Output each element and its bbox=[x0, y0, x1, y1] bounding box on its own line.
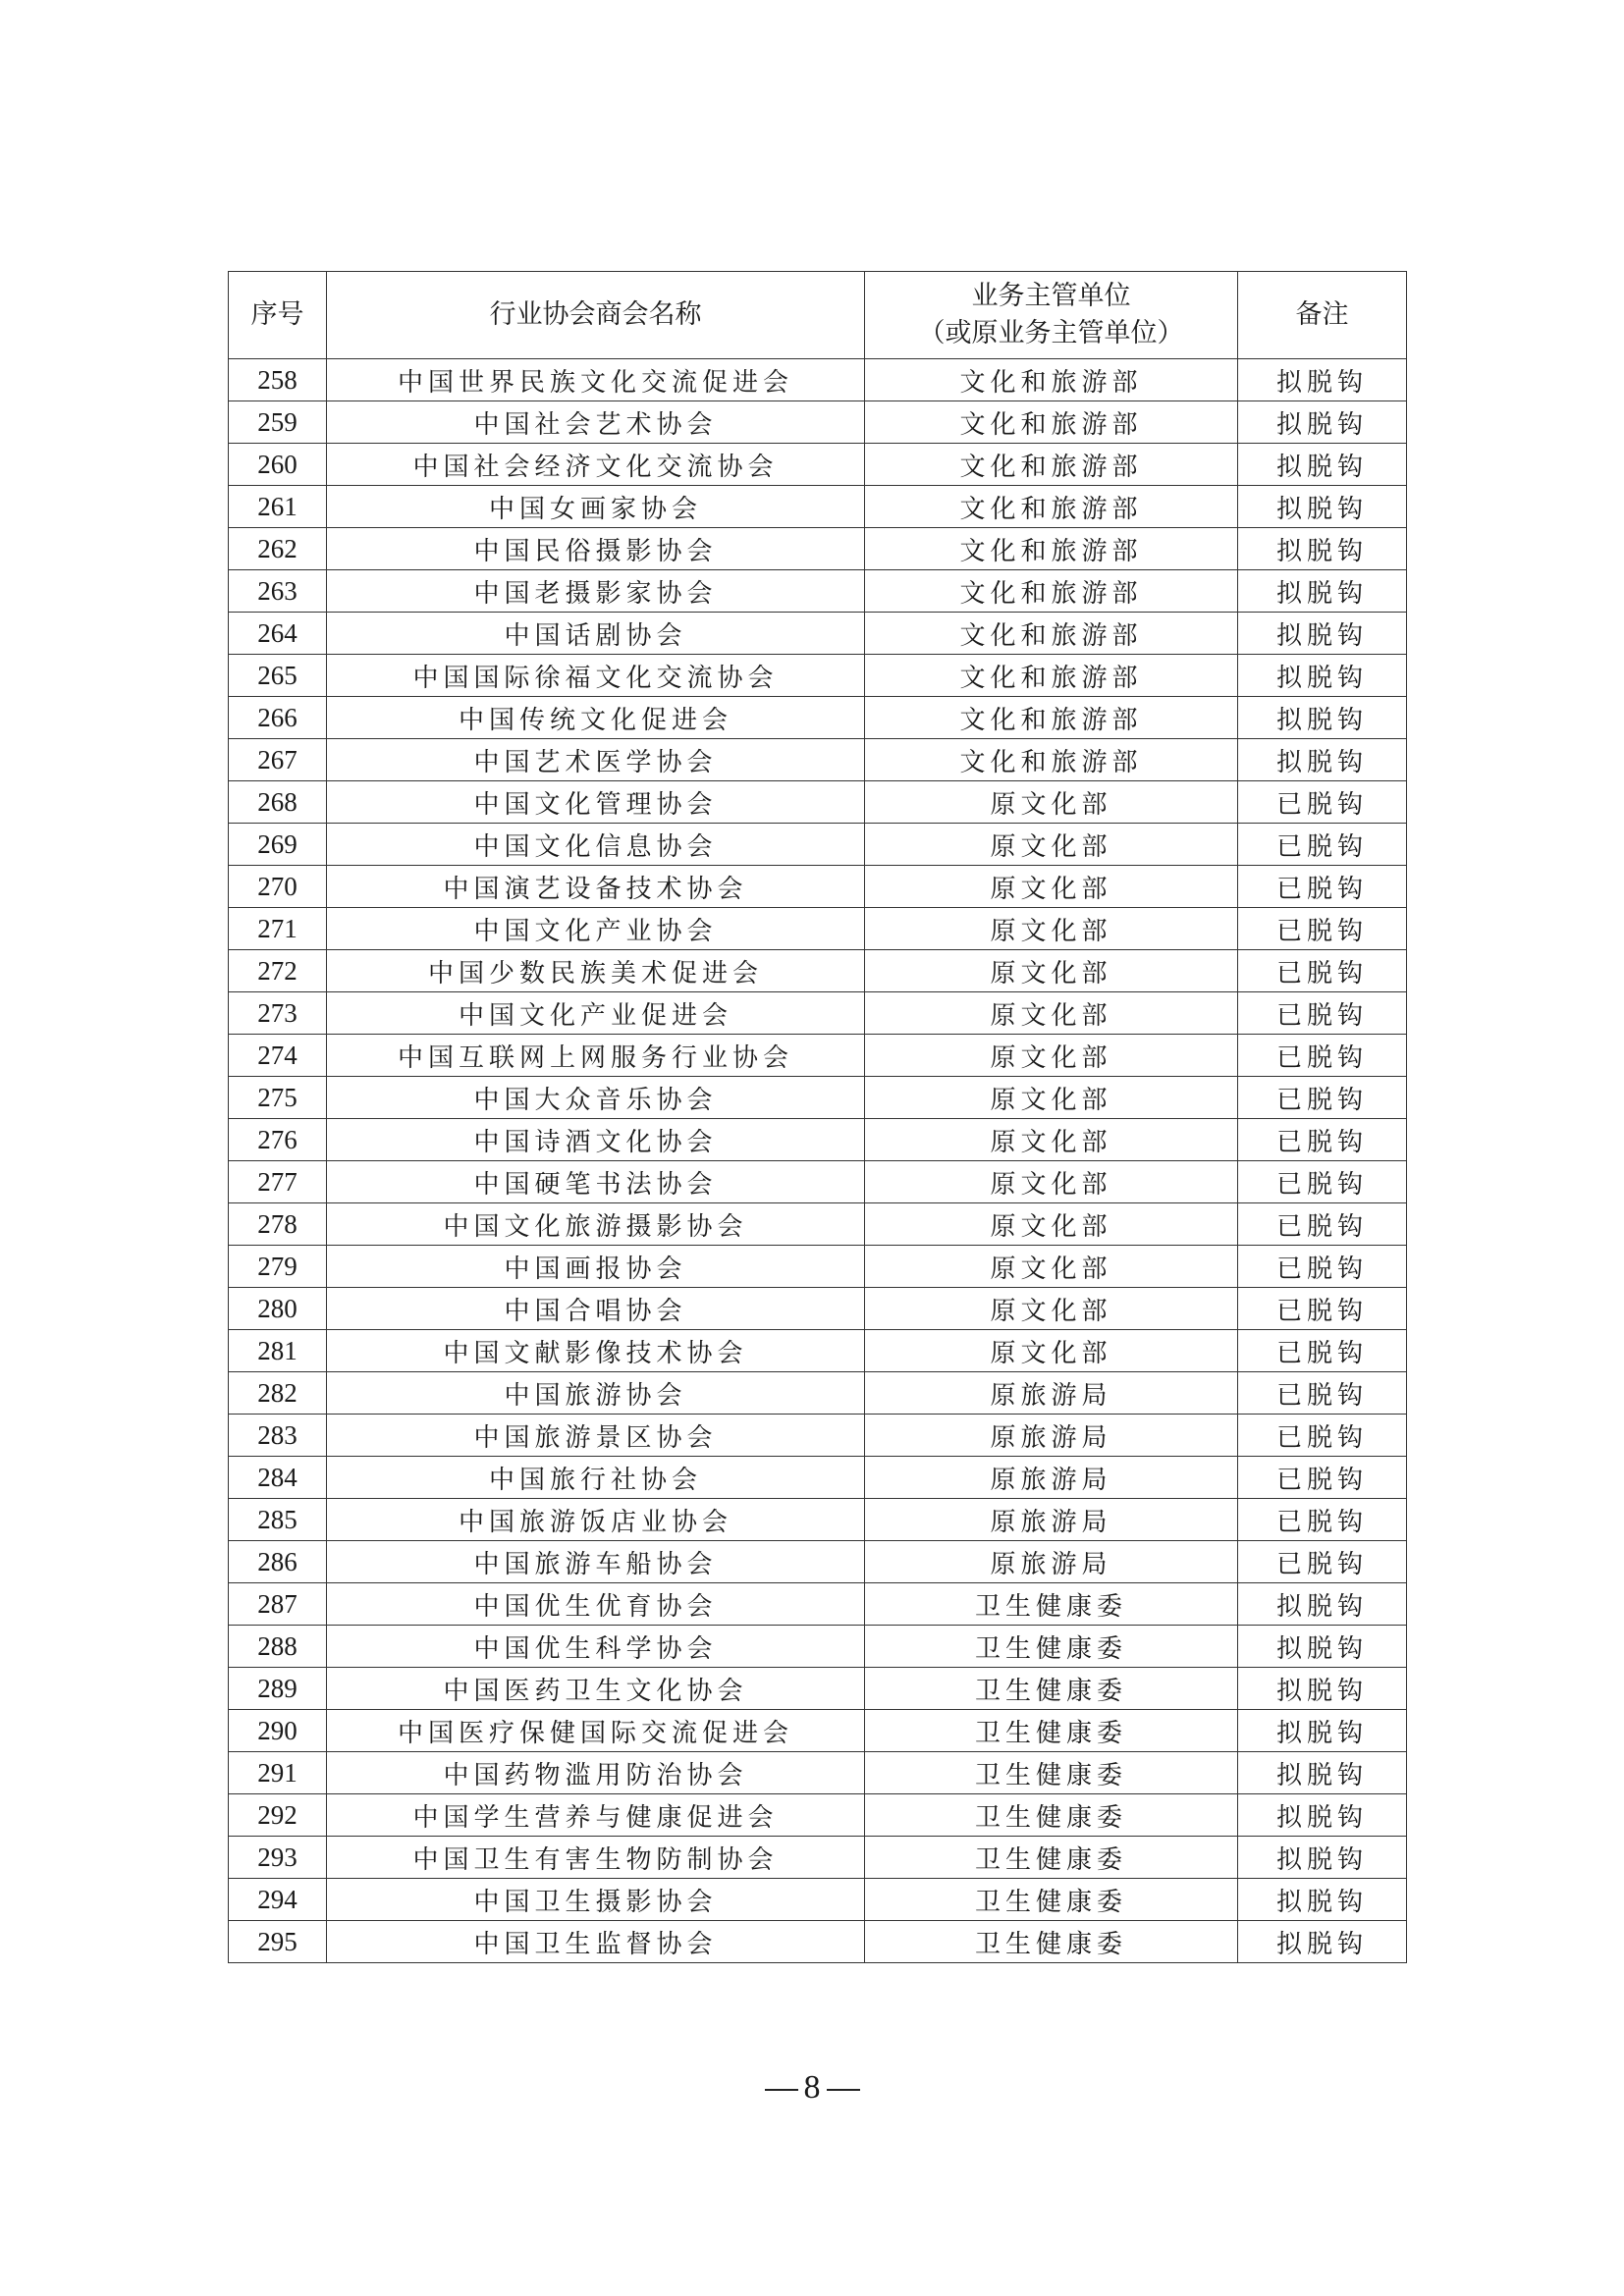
cell-serial-number: 262 bbox=[229, 528, 327, 570]
table-row bbox=[229, 1330, 1407, 1372]
cell-supervising-unit: 文化和旅游部 bbox=[865, 444, 1238, 486]
table-row bbox=[229, 1203, 1407, 1246]
cell-remarks: 拟脱钩 bbox=[1238, 1626, 1407, 1668]
cell-remarks: 已脱钩 bbox=[1238, 1372, 1407, 1415]
cell-remarks: 拟脱钩 bbox=[1238, 570, 1407, 613]
cell-association-name: 中国旅游协会 bbox=[327, 1372, 865, 1415]
cell-serial-number: 289 bbox=[229, 1668, 327, 1710]
cell-supervising-unit: 原文化部 bbox=[865, 1077, 1238, 1119]
cell-supervising-unit: 卫生健康委 bbox=[865, 1794, 1238, 1837]
cell-association-name: 中国少数民族美术促进会 bbox=[327, 950, 865, 992]
cell-association-name: 中国卫生摄影协会 bbox=[327, 1879, 865, 1921]
table-row bbox=[229, 613, 1407, 655]
cell-remarks: 拟脱钩 bbox=[1238, 401, 1407, 444]
cell-supervising-unit: 卫生健康委 bbox=[865, 1879, 1238, 1921]
cell-remarks: 拟脱钩 bbox=[1238, 444, 1407, 486]
cell-remarks: 拟脱钩 bbox=[1238, 739, 1407, 781]
cell-association-name: 中国文化产业协会 bbox=[327, 908, 865, 950]
cell-association-name: 中国旅游车船协会 bbox=[327, 1541, 865, 1583]
cell-association-name: 中国国际徐福文化交流协会 bbox=[327, 655, 865, 697]
cell-association-name: 中国演艺设备技术协会 bbox=[327, 866, 865, 908]
table-body bbox=[229, 359, 1407, 1963]
cell-serial-number: 268 bbox=[229, 781, 327, 824]
cell-supervising-unit: 原文化部 bbox=[865, 992, 1238, 1035]
cell-supervising-unit: 文化和旅游部 bbox=[865, 401, 1238, 444]
cell-serial-number: 295 bbox=[229, 1921, 327, 1963]
cell-supervising-unit: 原文化部 bbox=[865, 1246, 1238, 1288]
cell-remarks: 已脱钩 bbox=[1238, 992, 1407, 1035]
cell-supervising-unit: 原文化部 bbox=[865, 781, 1238, 824]
cell-serial-number: 281 bbox=[229, 1330, 327, 1372]
cell-serial-number: 267 bbox=[229, 739, 327, 781]
cell-remarks: 已脱钩 bbox=[1238, 1077, 1407, 1119]
cell-serial-number: 276 bbox=[229, 1119, 327, 1161]
table-row bbox=[229, 1921, 1407, 1963]
cell-serial-number: 280 bbox=[229, 1288, 327, 1330]
table-row bbox=[229, 1668, 1407, 1710]
cell-supervising-unit: 原旅游局 bbox=[865, 1457, 1238, 1499]
cell-remarks: 已脱钩 bbox=[1238, 781, 1407, 824]
cell-serial-number: 279 bbox=[229, 1246, 327, 1288]
cell-supervising-unit: 原文化部 bbox=[865, 1119, 1238, 1161]
cell-association-name: 中国优生科学协会 bbox=[327, 1626, 865, 1668]
cell-supervising-unit: 原旅游局 bbox=[865, 1415, 1238, 1457]
cell-remarks: 拟脱钩 bbox=[1238, 697, 1407, 739]
cell-association-name: 中国药物滥用防治协会 bbox=[327, 1752, 865, 1794]
cell-remarks: 已脱钩 bbox=[1238, 824, 1407, 866]
table-row bbox=[229, 486, 1407, 528]
footer-dash-left bbox=[765, 2089, 798, 2091]
cell-remarks: 拟脱钩 bbox=[1238, 1752, 1407, 1794]
cell-association-name: 中国旅行社协会 bbox=[327, 1457, 865, 1499]
cell-supervising-unit: 原旅游局 bbox=[865, 1541, 1238, 1583]
cell-supervising-unit: 原文化部 bbox=[865, 1330, 1238, 1372]
cell-association-name: 中国硬笔书法协会 bbox=[327, 1161, 865, 1203]
cell-serial-number: 291 bbox=[229, 1752, 327, 1794]
cell-supervising-unit: 卫生健康委 bbox=[865, 1837, 1238, 1879]
cell-serial-number: 288 bbox=[229, 1626, 327, 1668]
cell-remarks: 拟脱钩 bbox=[1238, 1879, 1407, 1921]
cell-association-name: 中国医药卫生文化协会 bbox=[327, 1668, 865, 1710]
cell-supervising-unit: 文化和旅游部 bbox=[865, 697, 1238, 739]
table-row bbox=[229, 1035, 1407, 1077]
table-row bbox=[229, 950, 1407, 992]
cell-supervising-unit: 卫生健康委 bbox=[865, 1752, 1238, 1794]
header-supervising-unit bbox=[865, 272, 1238, 359]
table-row bbox=[229, 444, 1407, 486]
cell-supervising-unit: 原旅游局 bbox=[865, 1372, 1238, 1415]
cell-serial-number: 292 bbox=[229, 1794, 327, 1837]
header-association-name: 行业协会商会名称 bbox=[327, 272, 865, 359]
cell-supervising-unit: 卫生健康委 bbox=[865, 1921, 1238, 1963]
cell-serial-number: 260 bbox=[229, 444, 327, 486]
cell-association-name: 中国医疗保健国际交流促进会 bbox=[327, 1710, 865, 1752]
table-row bbox=[229, 992, 1407, 1035]
cell-association-name: 中国优生优育协会 bbox=[327, 1583, 865, 1626]
cell-remarks: 已脱钩 bbox=[1238, 1161, 1407, 1203]
cell-remarks: 已脱钩 bbox=[1238, 1288, 1407, 1330]
table-row bbox=[229, 1372, 1407, 1415]
cell-association-name: 中国画报协会 bbox=[327, 1246, 865, 1288]
cell-association-name: 中国文献影像技术协会 bbox=[327, 1330, 865, 1372]
header-supervising-unit-line1: 业务主管单位 bbox=[971, 281, 1131, 311]
cell-supervising-unit: 原文化部 bbox=[865, 1161, 1238, 1203]
cell-association-name: 中国诗酒文化协会 bbox=[327, 1119, 865, 1161]
cell-remarks: 已脱钩 bbox=[1238, 1203, 1407, 1246]
table-row bbox=[229, 739, 1407, 781]
cell-supervising-unit: 原文化部 bbox=[865, 950, 1238, 992]
table-row bbox=[229, 1119, 1407, 1161]
header-serial-number: 序号 bbox=[229, 272, 327, 359]
page-number: 8 bbox=[803, 2069, 821, 2106]
table-row bbox=[229, 528, 1407, 570]
cell-supervising-unit: 文化和旅游部 bbox=[865, 613, 1238, 655]
cell-remarks: 拟脱钩 bbox=[1238, 1794, 1407, 1837]
table-row bbox=[229, 1583, 1407, 1626]
cell-remarks: 拟脱钩 bbox=[1238, 613, 1407, 655]
cell-serial-number: 287 bbox=[229, 1583, 327, 1626]
cell-serial-number: 275 bbox=[229, 1077, 327, 1119]
table-row bbox=[229, 1499, 1407, 1541]
cell-supervising-unit: 原文化部 bbox=[865, 824, 1238, 866]
cell-remarks: 已脱钩 bbox=[1238, 1541, 1407, 1583]
cell-serial-number: 263 bbox=[229, 570, 327, 613]
page-footer bbox=[0, 2069, 1624, 2107]
cell-serial-number: 272 bbox=[229, 950, 327, 992]
cell-association-name: 中国学生营养与健康促进会 bbox=[327, 1794, 865, 1837]
cell-remarks: 已脱钩 bbox=[1238, 950, 1407, 992]
cell-association-name: 中国旅游饭店业协会 bbox=[327, 1499, 865, 1541]
cell-remarks: 已脱钩 bbox=[1238, 1330, 1407, 1372]
table-row bbox=[229, 1077, 1407, 1119]
cell-supervising-unit: 文化和旅游部 bbox=[865, 655, 1238, 697]
cell-association-name: 中国旅游景区协会 bbox=[327, 1415, 865, 1457]
table-row bbox=[229, 1837, 1407, 1879]
cell-serial-number: 283 bbox=[229, 1415, 327, 1457]
cell-remarks: 拟脱钩 bbox=[1238, 359, 1407, 401]
table-row bbox=[229, 1457, 1407, 1499]
cell-supervising-unit: 文化和旅游部 bbox=[865, 528, 1238, 570]
cell-supervising-unit: 文化和旅游部 bbox=[865, 739, 1238, 781]
cell-remarks: 已脱钩 bbox=[1238, 1246, 1407, 1288]
cell-supervising-unit: 原文化部 bbox=[865, 908, 1238, 950]
cell-serial-number: 265 bbox=[229, 655, 327, 697]
cell-supervising-unit: 原旅游局 bbox=[865, 1499, 1238, 1541]
cell-supervising-unit: 原文化部 bbox=[865, 1288, 1238, 1330]
cell-supervising-unit: 原文化部 bbox=[865, 1203, 1238, 1246]
cell-remarks: 已脱钩 bbox=[1238, 1415, 1407, 1457]
cell-remarks: 已脱钩 bbox=[1238, 1119, 1407, 1161]
cell-serial-number: 264 bbox=[229, 613, 327, 655]
cell-remarks: 已脱钩 bbox=[1238, 1457, 1407, 1499]
cell-association-name: 中国互联网上网服务行业协会 bbox=[327, 1035, 865, 1077]
cell-remarks: 已脱钩 bbox=[1238, 908, 1407, 950]
cell-supervising-unit: 卫生健康委 bbox=[865, 1710, 1238, 1752]
table-row bbox=[229, 1710, 1407, 1752]
table-row bbox=[229, 359, 1407, 401]
header-remarks: 备注 bbox=[1238, 272, 1407, 359]
cell-serial-number: 271 bbox=[229, 908, 327, 950]
table-row bbox=[229, 824, 1407, 866]
table-row bbox=[229, 866, 1407, 908]
cell-association-name: 中国老摄影家协会 bbox=[327, 570, 865, 613]
cell-association-name: 中国卫生有害生物防制协会 bbox=[327, 1837, 865, 1879]
cell-association-name: 中国合唱协会 bbox=[327, 1288, 865, 1330]
cell-remarks: 拟脱钩 bbox=[1238, 1921, 1407, 1963]
cell-remarks: 拟脱钩 bbox=[1238, 1710, 1407, 1752]
cell-association-name: 中国文化信息协会 bbox=[327, 824, 865, 866]
cell-association-name: 中国民俗摄影协会 bbox=[327, 528, 865, 570]
cell-association-name: 中国世界民族文化交流促进会 bbox=[327, 359, 865, 401]
cell-serial-number: 266 bbox=[229, 697, 327, 739]
cell-serial-number: 284 bbox=[229, 1457, 327, 1499]
cell-serial-number: 274 bbox=[229, 1035, 327, 1077]
cell-supervising-unit: 文化和旅游部 bbox=[865, 486, 1238, 528]
table-row bbox=[229, 697, 1407, 739]
cell-association-name: 中国社会艺术协会 bbox=[327, 401, 865, 444]
table-row bbox=[229, 401, 1407, 444]
cell-remarks: 已脱钩 bbox=[1238, 866, 1407, 908]
table-row bbox=[229, 1161, 1407, 1203]
cell-association-name: 中国大众音乐协会 bbox=[327, 1077, 865, 1119]
cell-supervising-unit: 卫生健康委 bbox=[865, 1626, 1238, 1668]
cell-remarks: 已脱钩 bbox=[1238, 1035, 1407, 1077]
table-row bbox=[229, 1879, 1407, 1921]
cell-remarks: 拟脱钩 bbox=[1238, 1668, 1407, 1710]
cell-serial-number: 261 bbox=[229, 486, 327, 528]
cell-remarks: 拟脱钩 bbox=[1238, 1583, 1407, 1626]
cell-supervising-unit: 原文化部 bbox=[865, 1035, 1238, 1077]
cell-supervising-unit: 原文化部 bbox=[865, 866, 1238, 908]
cell-serial-number: 259 bbox=[229, 401, 327, 444]
association-table bbox=[228, 271, 1407, 1963]
table-row bbox=[229, 655, 1407, 697]
table-row bbox=[229, 1626, 1407, 1668]
cell-serial-number: 290 bbox=[229, 1710, 327, 1752]
cell-remarks: 已脱钩 bbox=[1238, 1499, 1407, 1541]
cell-serial-number: 269 bbox=[229, 824, 327, 866]
cell-supervising-unit: 卫生健康委 bbox=[865, 1583, 1238, 1626]
cell-serial-number: 277 bbox=[229, 1161, 327, 1203]
cell-supervising-unit: 文化和旅游部 bbox=[865, 359, 1238, 401]
cell-serial-number: 293 bbox=[229, 1837, 327, 1879]
cell-serial-number: 258 bbox=[229, 359, 327, 401]
cell-association-name: 中国艺术医学协会 bbox=[327, 739, 865, 781]
table-row bbox=[229, 1752, 1407, 1794]
cell-remarks: 拟脱钩 bbox=[1238, 528, 1407, 570]
cell-association-name: 中国文化旅游摄影协会 bbox=[327, 1203, 865, 1246]
cell-serial-number: 285 bbox=[229, 1499, 327, 1541]
cell-serial-number: 273 bbox=[229, 992, 327, 1035]
table-row bbox=[229, 908, 1407, 950]
cell-serial-number: 278 bbox=[229, 1203, 327, 1246]
cell-serial-number: 294 bbox=[229, 1879, 327, 1921]
cell-association-name: 中国话剧协会 bbox=[327, 613, 865, 655]
footer-dash-right bbox=[827, 2089, 860, 2091]
table-row bbox=[229, 570, 1407, 613]
table-row bbox=[229, 1541, 1407, 1583]
cell-serial-number: 270 bbox=[229, 866, 327, 908]
table-row bbox=[229, 781, 1407, 824]
cell-remarks: 拟脱钩 bbox=[1238, 655, 1407, 697]
header-supervising-unit-line2: （或原业务主管单位） bbox=[918, 318, 1184, 348]
table-row bbox=[229, 1246, 1407, 1288]
cell-remarks: 拟脱钩 bbox=[1238, 1837, 1407, 1879]
table-header-row bbox=[229, 272, 1407, 359]
cell-association-name: 中国卫生监督协会 bbox=[327, 1921, 865, 1963]
cell-serial-number: 282 bbox=[229, 1372, 327, 1415]
table-row bbox=[229, 1288, 1407, 1330]
cell-remarks: 拟脱钩 bbox=[1238, 486, 1407, 528]
cell-association-name: 中国文化管理协会 bbox=[327, 781, 865, 824]
cell-association-name: 中国社会经济文化交流协会 bbox=[327, 444, 865, 486]
cell-association-name: 中国文化产业促进会 bbox=[327, 992, 865, 1035]
cell-association-name: 中国传统文化促进会 bbox=[327, 697, 865, 739]
cell-supervising-unit: 卫生健康委 bbox=[865, 1668, 1238, 1710]
cell-serial-number: 286 bbox=[229, 1541, 327, 1583]
table-row bbox=[229, 1794, 1407, 1837]
cell-supervising-unit: 文化和旅游部 bbox=[865, 570, 1238, 613]
cell-association-name: 中国女画家协会 bbox=[327, 486, 865, 528]
table-row bbox=[229, 1415, 1407, 1457]
